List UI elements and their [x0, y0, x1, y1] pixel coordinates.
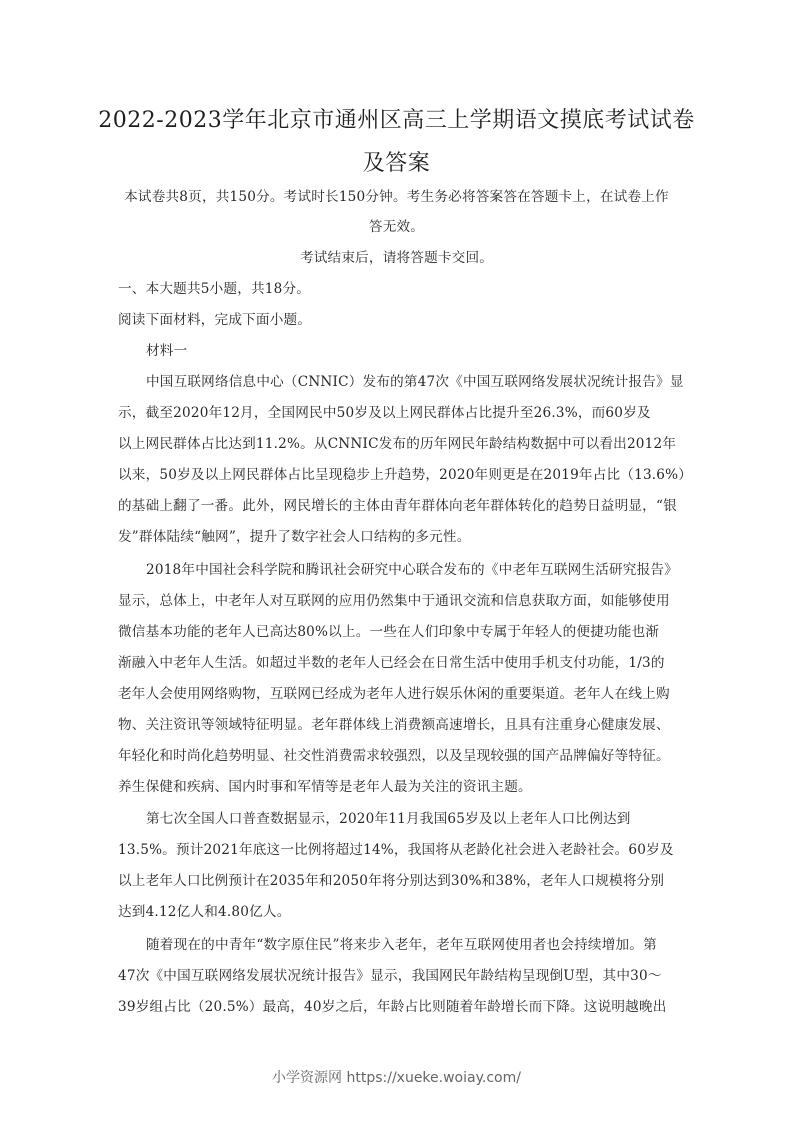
paragraph-1-line: 发”群体陆续“触网”，提升了数字社会人口结构的多元性。: [118, 529, 471, 545]
paragraph-1-line: 以来，50岁及以上网民群体占比呈现稳步上升趋势，2020年则更是在2019年占比（13.6%）: [118, 467, 693, 483]
watermark-footer: 小学资源网 https://xueke.woiay.com/: [272, 1070, 521, 1086]
paragraph-3-line: 第七次全国人口普查数据显示，2020年11月我国65岁及以上老年人口比例达到: [146, 811, 631, 827]
paragraph-2-line: 老年人会使用网络购物，互联网已经成为老年人进行娱乐休闲的重要渠道。老年人在线上购: [118, 686, 670, 702]
paragraph-1-line: 以上网民群体占比达到11.2%。从CNNIC发布的历年网民年龄结构数据中可以看出2012年: [118, 436, 677, 452]
document-title-continued: 及答案: [362, 151, 431, 176]
paragraph-1-line: 的基础上翻了一番。此外，网民增长的主体由青年群体向老年群体转化的趋势日益明显，“银: [118, 498, 677, 514]
instructions-line-3: 考试结束后，请将答题卡交回。: [299, 250, 494, 266]
paragraph-4-line: 随着现在的中青年“数字原住民”将来步入老年，老年互联网使用者也会持续增加。第: [146, 937, 657, 953]
paragraph-1-line: 示，截至2020年12月，全国网民中50岁及以上网民群体占比提升至26.3%，而60岁及: [118, 405, 651, 421]
paragraph-4-line: 39岁组占比（20.5%）最高，40岁之后，年龄占比则随着年龄增长而下降。这说明越晚出: [118, 999, 667, 1015]
paragraph-2-line: 年轻化和时尚化趋势明显、社交性消费需求较强烈，以及呈现较强的国产品牌偏好等特征。: [118, 748, 670, 764]
paragraph-2-line: 渐融入中老年人生活。如超过半数的老年人已经会在日常生活中使用手机支付功能，1/3的: [118, 655, 665, 671]
instructions-line-2: 答无效。: [368, 219, 425, 235]
paragraph-1-line: 中国互联网络信息中心（CNNIC）发布的第47次《中国互联网络发展状况统计报告》显: [146, 374, 684, 390]
instructions-line-1: 本试卷共8页，共150分。考试时长150分钟。考生务必将答案答在答题卡上，在试卷上作: [124, 189, 669, 205]
paragraph-2-line: 显示，总体上，中老年人对互联网的应用仍然集中于通讯交流和信息获取方面，如能够使用: [118, 593, 670, 609]
paragraph-3-line: 13.5%。预计2021年底这一比例将超过14%，我国将从老龄化社会进入老龄社会。60岁及: [118, 842, 674, 858]
paragraph-2-line: 物、关注资讯等领域特征明显。老年群体线上消费额高速增长，且具有注重身心健康发展、: [118, 717, 670, 733]
paragraph-4-line: 47次《中国互联网络发展状况统计报告》显示，我国网民年龄结构呈现倒U型，其中30～: [118, 968, 662, 984]
section-heading: 一、本大题共5小题，共18分。: [118, 281, 311, 297]
paragraph-2-line: 2018年中国社会科学院和腾讯社会研究中心联合发布的《中老年互联网生活研究报告》: [146, 562, 678, 578]
reading-prompt: 阅读下面材料，完成下面小题。: [118, 312, 312, 328]
paragraph-2-line: 微信基本功能的老年人已高达80%以上。一些在人们印象中专属于年轻人的便捷功能也渐: [118, 624, 660, 640]
material-label: 材料一: [146, 343, 188, 359]
paragraph-3-line: 达到4.12亿人和4.80亿人。: [118, 904, 291, 920]
paragraph-3-line: 以上老年人口比例预计在2035年和2050年将分别达到30%和38%，老年人口规模将分别: [118, 873, 665, 889]
document-title: 2022-2023学年北京市通州区高三上学期语文摸底考试试卷: [98, 108, 695, 133]
paragraph-2-line: 养生保健和疾病、国内时事和军情等是老年人最为关注的资讯主题。: [118, 779, 532, 795]
